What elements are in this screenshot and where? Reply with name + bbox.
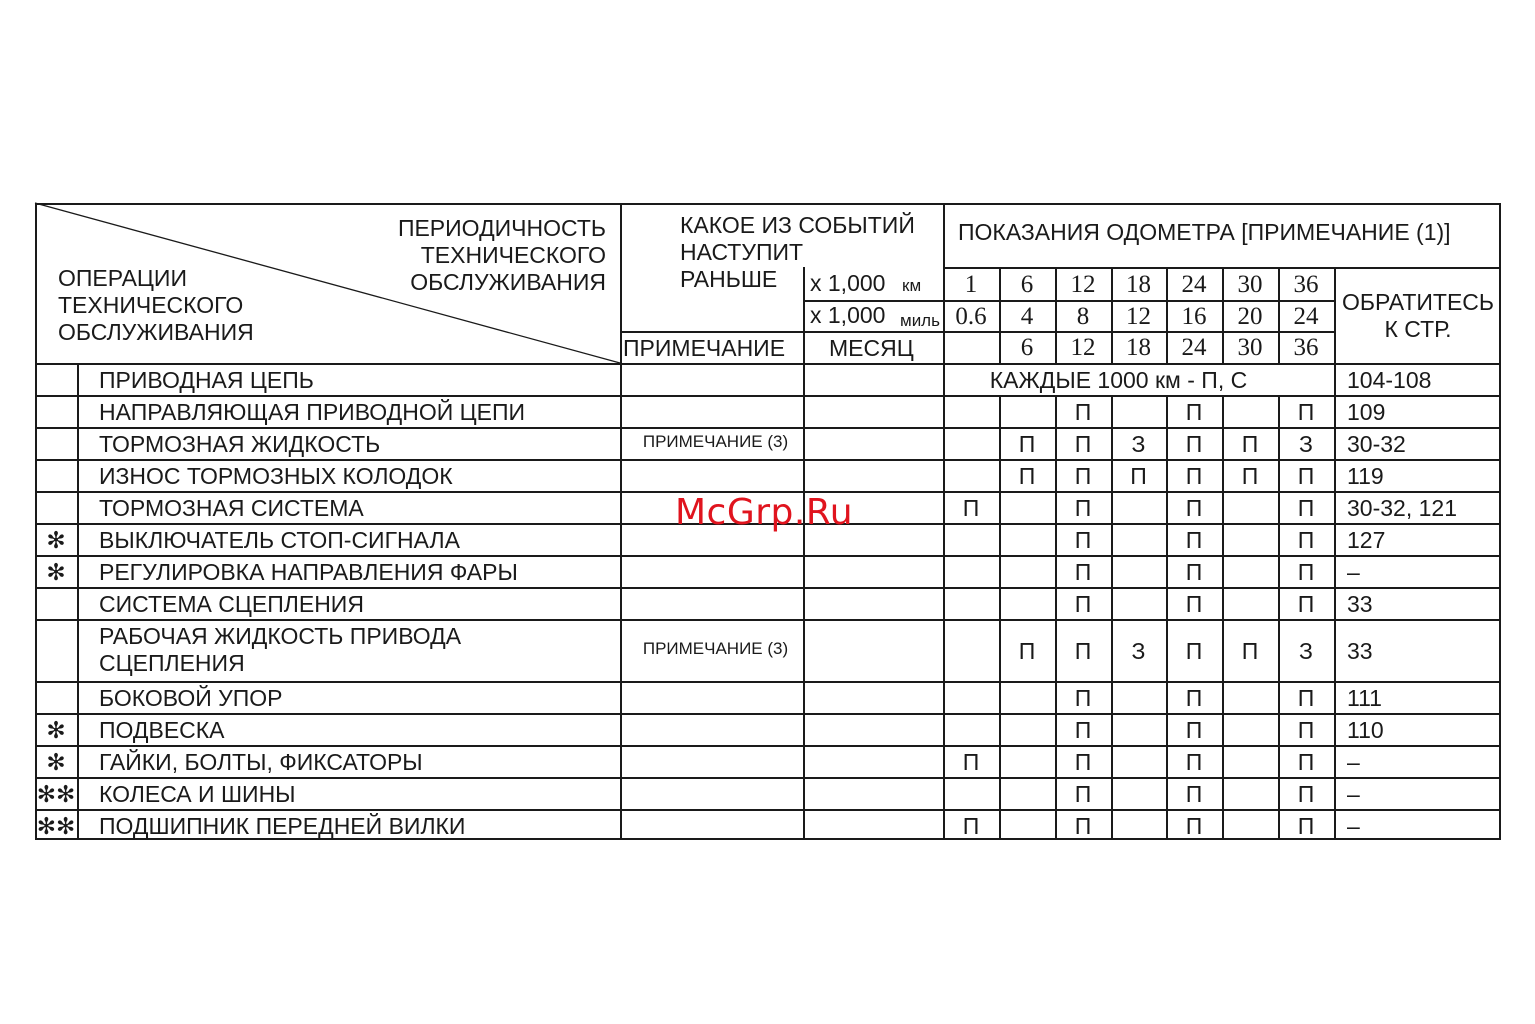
km-value: 6 bbox=[1020, 271, 1034, 298]
operation-name: ТОРМОЗНАЯ ЖИДКОСТЬ bbox=[99, 431, 381, 457]
service-action: П bbox=[1018, 638, 1036, 664]
operation-name: РЕГУЛИРОВКА НАПРАВЛЕНИЯ ФАРЫ bbox=[99, 559, 518, 585]
miles-value: 4 bbox=[1020, 303, 1034, 330]
operation-name: ВЫКЛЮЧАТЕЛЬ СТОП-СИГНАЛА bbox=[99, 527, 460, 553]
header-periodicity: ПЕРИОДИЧНОСТЬ bbox=[397, 215, 606, 241]
page-reference: 30-32, 121 bbox=[1347, 495, 1457, 521]
operation-name: СЦЕПЛЕНИЯ bbox=[99, 650, 245, 676]
service-action: П bbox=[1185, 749, 1203, 775]
page-reference: 30-32 bbox=[1347, 431, 1406, 457]
service-action: П bbox=[1074, 685, 1092, 711]
service-action: П bbox=[962, 749, 980, 775]
header-whichever: КАКОЕ ИЗ СОБЫТИЙ bbox=[680, 212, 915, 238]
service-action: П bbox=[1074, 495, 1092, 521]
service-action: П bbox=[1074, 463, 1092, 489]
operation-name: КОЛЕСА И ШИНЫ bbox=[99, 781, 296, 807]
operation-name: ПОДВЕСКА bbox=[99, 717, 225, 743]
header-month: МЕСЯЦ bbox=[829, 335, 914, 361]
header-bottom-line bbox=[35, 363, 1501, 365]
header-operations: ТЕХНИЧЕСКОГО bbox=[58, 292, 244, 318]
service-action: П bbox=[1185, 591, 1203, 617]
service-action: П bbox=[1297, 685, 1315, 711]
operation-name: РАБОЧАЯ ЖИДКОСТЬ ПРИВОДА bbox=[99, 623, 462, 649]
month-value: 6 bbox=[1020, 334, 1034, 361]
service-action: П bbox=[1018, 463, 1036, 489]
page-reference: 33 bbox=[1347, 638, 1373, 664]
header-miles-unit: миль bbox=[900, 311, 940, 330]
row-mark: ✻✻ bbox=[36, 812, 76, 839]
service-action: П bbox=[1241, 638, 1259, 664]
km-value: 30 bbox=[1237, 271, 1263, 298]
row-divider bbox=[35, 619, 1501, 621]
column-divider bbox=[77, 363, 79, 840]
operation-name: ИЗНОС ТОРМОЗНЫХ КОЛОДОК bbox=[99, 463, 453, 489]
header-km-unit: км bbox=[902, 276, 922, 295]
service-action: П bbox=[962, 812, 980, 839]
page-reference: 110 bbox=[1347, 717, 1384, 743]
service-action: П bbox=[1074, 431, 1092, 457]
row-mark: ✻ bbox=[46, 717, 66, 743]
service-action: П bbox=[1185, 463, 1203, 489]
row-divider bbox=[35, 681, 1501, 683]
row-mark: ✻ bbox=[46, 559, 66, 585]
operation-name: БОКОВОЙ УПОР bbox=[99, 685, 283, 711]
column-divider bbox=[803, 267, 805, 840]
page-reference: – bbox=[1347, 749, 1360, 775]
row-divider bbox=[35, 555, 1501, 557]
service-action: П bbox=[1185, 559, 1203, 585]
service-action: П bbox=[1241, 463, 1259, 489]
service-action: П bbox=[1130, 463, 1147, 489]
miles-value: 24 bbox=[1293, 303, 1319, 330]
watermark: McGrp.Ru bbox=[675, 492, 854, 533]
km-value: 36 bbox=[1293, 271, 1319, 298]
service-action: П bbox=[1297, 463, 1315, 489]
service-action: П bbox=[1297, 749, 1315, 775]
operation-name: НАПРАВЛЯЮЩАЯ ПРИВОДНОЙ ЦЕПИ bbox=[99, 399, 526, 425]
km-value: 12 bbox=[1070, 271, 1096, 298]
service-action: П bbox=[1074, 781, 1092, 807]
operation-name: ПРИВОДНАЯ ЦЕПЬ bbox=[99, 367, 314, 393]
page-reference: 127 bbox=[1347, 527, 1386, 553]
service-action: П bbox=[1297, 781, 1315, 807]
service-action: П bbox=[1185, 781, 1203, 807]
service-action: З bbox=[1131, 431, 1146, 457]
service-action: З bbox=[1131, 638, 1146, 664]
page-reference: 33 bbox=[1347, 591, 1373, 617]
miles-value: 8 bbox=[1076, 303, 1090, 330]
page-reference: 119 bbox=[1347, 463, 1384, 489]
operation-name: ГАЙКИ, БОЛТЫ, ФИКСАТОРЫ bbox=[99, 749, 423, 775]
header-odometer: ПОКАЗАНИЯ ОДОМЕТРА [ПРИМЕЧАНИЕ (1)] bbox=[958, 219, 1451, 245]
header-periodicity: ОБСЛУЖИВАНИЯ bbox=[410, 269, 606, 295]
km-value: 24 bbox=[1181, 271, 1207, 298]
interval-span: КАЖДЫЕ 1000 км - П, С bbox=[989, 367, 1248, 393]
service-action: П bbox=[1185, 717, 1203, 743]
header-note: ПРИМЕЧАНИЕ bbox=[623, 335, 786, 361]
service-action: П bbox=[1074, 591, 1092, 617]
service-action: П bbox=[1297, 591, 1315, 617]
header-x-miles: x 1,000 bbox=[810, 302, 886, 328]
service-action: П bbox=[1074, 717, 1092, 743]
row-mark: ✻ bbox=[46, 527, 66, 553]
km-value: 1 bbox=[964, 271, 978, 298]
column-divider bbox=[999, 395, 1001, 840]
service-action: П bbox=[1185, 431, 1203, 457]
month-value: 12 bbox=[1070, 334, 1096, 361]
header-periodicity: ТЕХНИЧЕСКОГО bbox=[420, 242, 606, 268]
service-action: П bbox=[1074, 399, 1092, 425]
header-whichever: НАСТУПИТ bbox=[680, 239, 804, 265]
service-action: П bbox=[1074, 749, 1092, 775]
header-operations: ОПЕРАЦИИ bbox=[58, 265, 187, 291]
row-divider bbox=[35, 395, 1501, 397]
service-action: П bbox=[1074, 527, 1092, 553]
column-divider bbox=[1222, 395, 1224, 840]
row-divider bbox=[35, 587, 1501, 589]
page-reference: 104-108 bbox=[1347, 367, 1432, 393]
page-reference: – bbox=[1347, 812, 1360, 839]
service-action: П bbox=[1297, 559, 1315, 585]
month-value: 18 bbox=[1126, 334, 1151, 361]
service-action: П bbox=[1185, 638, 1203, 664]
row-divider bbox=[35, 777, 1501, 779]
km-value: 18 bbox=[1126, 271, 1151, 298]
service-action: П bbox=[1074, 638, 1092, 664]
row-divider bbox=[35, 809, 1501, 811]
service-action: П bbox=[1241, 431, 1259, 457]
header-whichever: РАНЬШЕ bbox=[680, 266, 778, 292]
service-action: П bbox=[1074, 559, 1092, 585]
page-reference: – bbox=[1347, 559, 1360, 585]
service-action: П bbox=[1297, 717, 1315, 743]
page-reference: – bbox=[1347, 781, 1360, 807]
row-mark: ✻ bbox=[46, 749, 66, 775]
service-action: П bbox=[1297, 527, 1315, 553]
service-action: П bbox=[1074, 812, 1092, 839]
month-value: 30 bbox=[1237, 334, 1263, 361]
service-action: З bbox=[1299, 431, 1313, 457]
service-action: П bbox=[1297, 495, 1315, 521]
miles-value: 12 bbox=[1126, 303, 1151, 330]
month-value: 36 bbox=[1293, 334, 1319, 361]
miles-value: 0.6 bbox=[955, 303, 987, 330]
service-action: П bbox=[1185, 527, 1203, 553]
service-action: З bbox=[1299, 638, 1313, 664]
page-reference: 111 bbox=[1347, 685, 1382, 711]
service-action: П bbox=[1185, 495, 1203, 521]
service-action: П bbox=[962, 495, 980, 521]
service-action: П bbox=[1185, 812, 1203, 839]
row-note: ПРИМЕЧАНИЕ (3) bbox=[642, 639, 789, 658]
service-action: П bbox=[1018, 431, 1036, 457]
operation-name: СИСТЕМА СЦЕПЛЕНИЯ bbox=[99, 591, 364, 617]
operation-name: ТОРМОЗНАЯ СИСТЕМА bbox=[99, 495, 364, 521]
column-divider bbox=[1111, 395, 1113, 840]
service-action: П bbox=[1185, 685, 1203, 711]
header-operations: ОБСЛУЖИВАНИЯ bbox=[58, 319, 254, 345]
row-mark: ✻✻ bbox=[36, 781, 76, 807]
column-divider bbox=[1334, 267, 1336, 840]
row-note: ПРИМЕЧАНИЕ (3) bbox=[642, 432, 789, 451]
header-x-km: x 1,000 bbox=[810, 270, 886, 296]
service-action: П bbox=[1297, 812, 1315, 839]
row-divider bbox=[35, 745, 1501, 747]
operation-name: ПОДШИПНИК ПЕРЕДНЕЙ ВИЛКИ bbox=[99, 812, 466, 839]
month-value: 24 bbox=[1181, 334, 1207, 361]
header-refer: ОБРАТИТЕСЬ bbox=[1341, 289, 1494, 315]
page-reference: 109 bbox=[1347, 399, 1386, 425]
row-divider bbox=[35, 459, 1501, 461]
row-divider bbox=[35, 713, 1501, 715]
miles-value: 16 bbox=[1181, 303, 1207, 330]
service-action: П bbox=[1297, 399, 1315, 425]
service-action: П bbox=[1185, 399, 1203, 425]
header-refer: К СТР. bbox=[1384, 316, 1452, 342]
miles-value: 20 bbox=[1237, 303, 1263, 330]
header-line bbox=[620, 331, 943, 333]
